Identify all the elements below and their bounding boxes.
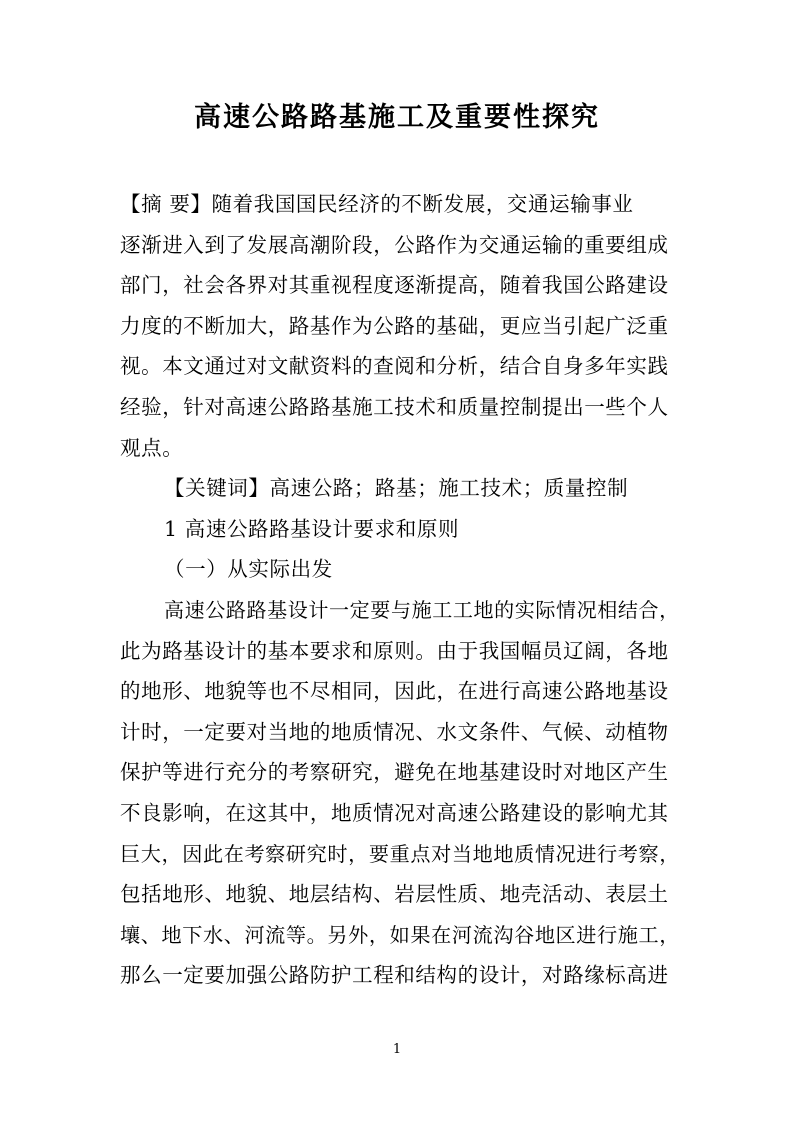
paragraph-line: 壤、地下水、河流等。另外，如果在河流沟谷地区进行施工， bbox=[120, 922, 680, 947]
abstract-line: 力度的不断加大，路基作为公路的基础，更应当引起广泛重 bbox=[120, 313, 669, 338]
paragraph-line: 保护等进行充分的考察研究，避免在地基建设时对地区产生 bbox=[120, 760, 669, 785]
abstract-line: 经验，针对高速公路路基施工技术和质量控制提出一些个人 bbox=[120, 394, 669, 419]
keywords-line: 【关键词】高速公路；路基；施工技术；质量控制 bbox=[164, 476, 629, 501]
abstract-line: 视。本文通过对文献资料的查阅和分析，结合自身多年实践 bbox=[120, 354, 669, 379]
abstract-line: 逐渐进入到了发展高潮阶段，公路作为交通运输的重要组成 bbox=[120, 232, 669, 257]
document-title: 高速公路路基施工及重要性探究 bbox=[194, 102, 600, 133]
abstract-line: 观点。 bbox=[120, 435, 184, 460]
paragraph-line: 包括地形、地貌、地层结构、岩层性质、地壳活动、表层土 bbox=[120, 882, 669, 907]
abstract-line: 【摘 要】随着我国国民经济的不断发展，交通运输事业 bbox=[120, 192, 634, 216]
abstract-line: 部门，社会各界对其重视程度逐渐提高，随着我国公路建设 bbox=[120, 273, 669, 298]
paragraph-line: 计时，一定要对当地的地质情况、水文条件、气候、动植物 bbox=[120, 719, 669, 744]
paragraph-line: 此为路基设计的基本要求和原则。由于我国幅员辽阔，各地 bbox=[120, 638, 669, 663]
paragraph-line: 的地形、地貌等也不尽相同，因此，在进行高速公路地基设 bbox=[120, 679, 669, 704]
paragraph-line: 不良影响，在这其中，地质情况对高速公路建设的影响尤其 bbox=[120, 800, 669, 825]
paragraph-line: 巨大，因此在考察研究时，要重点对当地地质情况进行考察， bbox=[120, 841, 680, 866]
page-number: 1 bbox=[392, 1042, 402, 1057]
paragraph-line: 高速公路路基设计一定要与施工工地的实际情况相结合， bbox=[164, 597, 680, 622]
document-body bbox=[120, 184, 680, 996]
section-heading: 1 高速公路路基设计要求和原则 bbox=[164, 516, 460, 541]
paragraph-line: 那么一定要加强公路防护工程和结构的设计，对路缘标高进 bbox=[120, 963, 669, 988]
subsection-heading: （一）从实际出发 bbox=[164, 557, 333, 582]
